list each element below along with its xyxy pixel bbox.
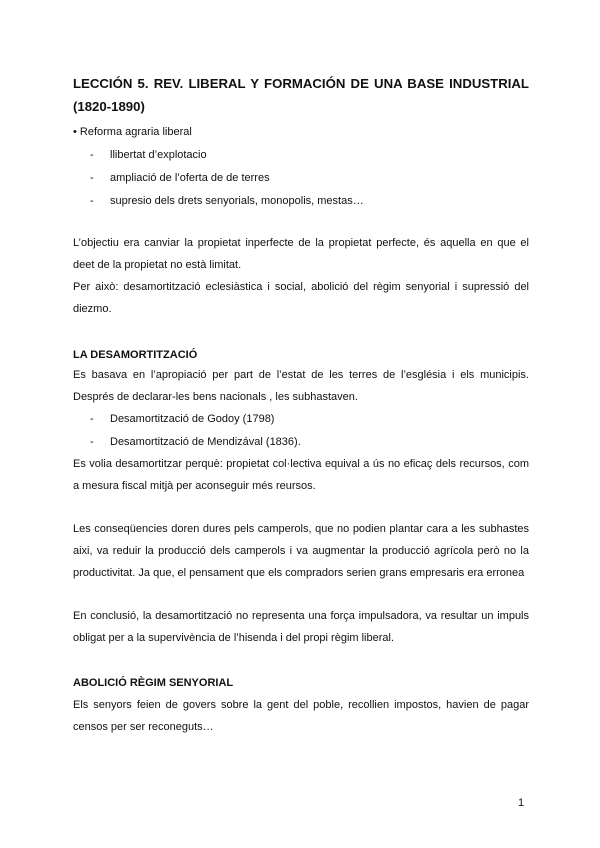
list-item: - llibertat d’explotacio [90, 149, 207, 161]
paragraph-conclusio: En conclusió, la desamortització no representa una força impulsadora, va resultar un impuls obligat per a la supervivència de l’hisenda i del propi règim liberal. [73, 610, 529, 644]
paragraph-consequencies: Les conseqüencies doren dures pels camperols, que no podien plantar cara a les subhastes aixi, va reduir la producció dels camperols i va augmentar la producció agrícola però no la productivitat. Ja que, el pensament que els compradors serien grans empresaris era erronea [73, 523, 529, 579]
page-number: 1 [518, 797, 525, 809]
heading-abolicio-regim-senyorial: ABOLICIÓ RÈGIM SENYORIAL [73, 677, 234, 689]
paragraph-per-aixo: Per això: desamortització eclesiàstica i social, abolició del règim senyorial i supressió del diezmo. [73, 281, 529, 315]
paragraph-desamortitzacio: Es basava en l’apropiació per part de l’estat de les terres de l’església i els municipis. Després de declarar-les bens nacionals , les subhastaven. [73, 369, 529, 403]
list-item: - ampliació de l’oferta de de terres [90, 172, 270, 184]
dash-marker: - [90, 413, 94, 425]
paragraph-senyors: Els senyors feien de govers sobre la gent del poble, recollien impostos, havien de pagar censos per ser reconeguts… [73, 699, 529, 733]
list-item: - supresio dels drets senyorials, monopolis, mestas… [90, 195, 364, 207]
dash-marker: - [90, 149, 94, 161]
paragraph-es-volia: Es volia desamortitzar perquè: propietat col·lectiva equival a ús no eficaç dels recursos, com a mesura fiscal mitjà per aconseguir més reursos. [73, 458, 529, 492]
dash-marker: - [90, 195, 94, 207]
list-item: - Desamortització de Mendizával (1836). [90, 436, 301, 448]
heading-desamortitzacio: LA DESAMORTITZACIÓ [73, 349, 198, 361]
bullet-reforma-agraria: • Reforma agraria liberal [73, 126, 192, 138]
document-title-line-2: (1820-1890) [73, 99, 145, 114]
dash-marker: - [90, 172, 94, 184]
paragraph-objectiu: L’objectiu era canviar la propietat inperfecte de la propietat perfecte, és aquella en que el deet de la propietat no està limitat. [73, 237, 529, 271]
document-title-line-1: LECCIÓN 5. REV. LIBERAL Y FORMACIÓN DE UNA BASE INDUSTRIAL [73, 76, 529, 91]
list-item: - Desamortització de Godoy (1798) [90, 413, 275, 425]
dash-marker: - [90, 436, 94, 448]
